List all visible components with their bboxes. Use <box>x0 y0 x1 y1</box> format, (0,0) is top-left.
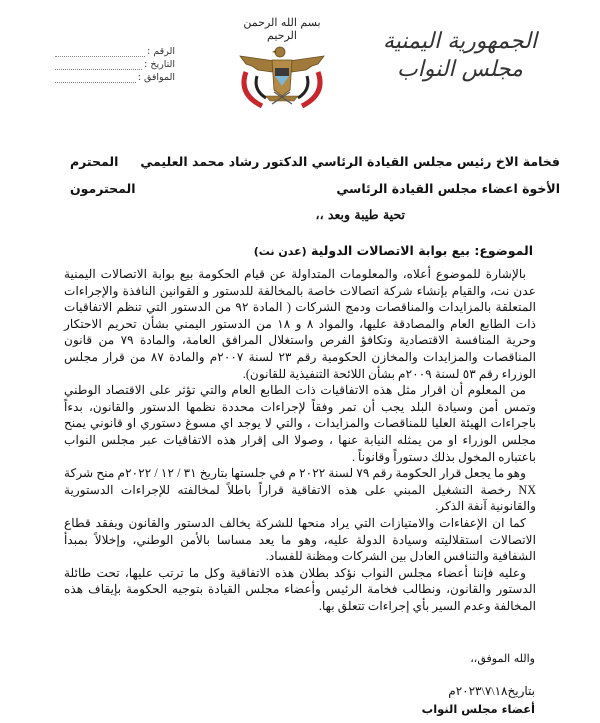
body-paragraph: بالإشارة للموضوع أعلاه، والمعلومات المتداولة عن قيام الحكومة بيع بوابة الاتصالات اليمنية عدن نت، والقيام بإنشاء شركة اتصالات خاصة بالمخالفة للدستور و القوانين النافذة والإجراءات المتعلقة بالمزايدات والمناقصات ودمج الشركات ( المادة ٩٢ من الدستور التي تنظم الاتفاقيات ذات الطابع العام والمصادقة عليها، والمواد ٨ و ١٨ من الدستور اليمني بشأن تحريم الاحتكار وحرية المنافسة الاقتصادية وتكافؤ الفرص واستغلال المرافق العامة، والمادة ٧٩ من قانون المناقصات والمزايدات والمخازن الحكومية رقم ٢٣ لسنة ٢٠٠٧م والمادة ٨٧ من قرار مجلس الوزراء رقم ٥٣ لسنة ٢٠٠٩م بشأن اللائحة التنفيذية للقانون). <box>64 267 537 381</box>
date-line: بتاريخ١٨\٧\٢٠٢٣م <box>448 684 535 698</box>
body-paragraph: من المعلوم أن اقرار مثل هذه الاتفاقيات ذات الطابع العام والتي تؤثر على الاقتصاد الوطني وتمس أمن وسيادة البلد يجب أن تمر وفقاً لإجراءات محددة نظمها الدستور والقانون، بدءاً باجراءات الهيئة العليا للمناقصات والمزايدات ، والتي لا يوجد اي مسوغ دستوري او قانوني يمنح مجلس الوزراء او من يمثله النيابة عنها ، وصولا الى إقرار هذه الاتفاقيات عبر مجلس النواب باعتباره المخول بذلك دستوراً وقانوناً . <box>64 383 536 464</box>
subject-parenthetical: (عدن نت) <box>253 245 307 258</box>
addressee-line-2 <box>70 175 560 202</box>
yemen-eagle-emblem-icon <box>232 32 332 114</box>
addressee-president: فخامة الاخ رئيس مجلس القيادة الرئاسي الدكتور رشاد محمد العليمي <box>140 154 560 169</box>
ref-number-value <box>55 48 145 57</box>
subject-label: الموضوع: <box>474 243 533 258</box>
reference-fields <box>55 44 175 83</box>
ref-corresponding-value <box>55 74 136 83</box>
greeting: تحية طيبة وبعد ،، <box>315 207 405 222</box>
org-line-2: مجلس النواب <box>397 57 523 82</box>
letterhead <box>0 0 600 115</box>
ref-date-label: التاريخ : <box>144 59 175 70</box>
subject-text: بيع بوابة الاتصالات الدولية <box>310 243 470 258</box>
ref-number-label: الرقم : <box>147 46 175 57</box>
closing: والله الموفق،، <box>470 652 535 665</box>
organization-name <box>380 28 540 84</box>
addressee-honorific-1: المحترم <box>70 154 119 169</box>
emblem <box>232 16 332 114</box>
subject-line <box>254 243 533 258</box>
basmala: بسم الله الرحمن الرحيم <box>243 16 321 42</box>
addressee <box>70 148 560 202</box>
addressee-line-1 <box>70 148 560 175</box>
addressee-honorific-2: المحترمون <box>70 181 136 196</box>
body-paragraph: كما ان الإعفاءات والامتيازات التي يراد منحها للشركة يخالف الدستور والقانون ويفقد قطاع الاتصالات استقلاليته وسيادة الدولة عليه، وهو ما يعد مساسا بالأمن الوطني، وإخلالاً بمبدأ الشفافية والتنافس العادل بين الشركات ومظنة للفساد. <box>64 515 536 564</box>
signature: أعضاء مجلس النواب <box>421 702 535 716</box>
org-line-1: الجمهورية اليمنية <box>382 29 538 54</box>
letter-body <box>64 266 536 614</box>
addressee-council-members: الأخوة اعضاء مجلس القيادة الرئاسي <box>336 181 560 196</box>
body-paragraph: وهو ما يجعل قرار الحكومة رقم ٧٩ لسنة ٢٠٢٢ م في جلستها بتاريخ ٣١ / ١٢ / ٢٠٢٢م منح شركة NX رخصة التشغيل المبني على هذه الاتفاقية قراراً باطلاً لمخالفته للإجراءات الدستورية والقانونية آنفة الذكر. <box>64 466 536 514</box>
ref-date-row <box>55 57 175 70</box>
ref-corresponding-label: الموافق : <box>137 72 175 83</box>
ref-number-row <box>55 44 175 57</box>
ref-date-value <box>55 61 142 70</box>
body-paragraph: وعليه فإننا أعضاء مجلس النواب نؤكد بطلان هذه الاتفاقية وكل ما ترتب عليها، تحت طائلة الدستور والقانون، ونطالب فخامة الرئيس وأعضاء مجلس القيادة بتوجيه الحكومة بإيقاف هذه المخالفة وعدم السير بأي إجراءات تتعلق بها. <box>64 565 536 613</box>
ref-corresponding-row <box>55 70 175 83</box>
